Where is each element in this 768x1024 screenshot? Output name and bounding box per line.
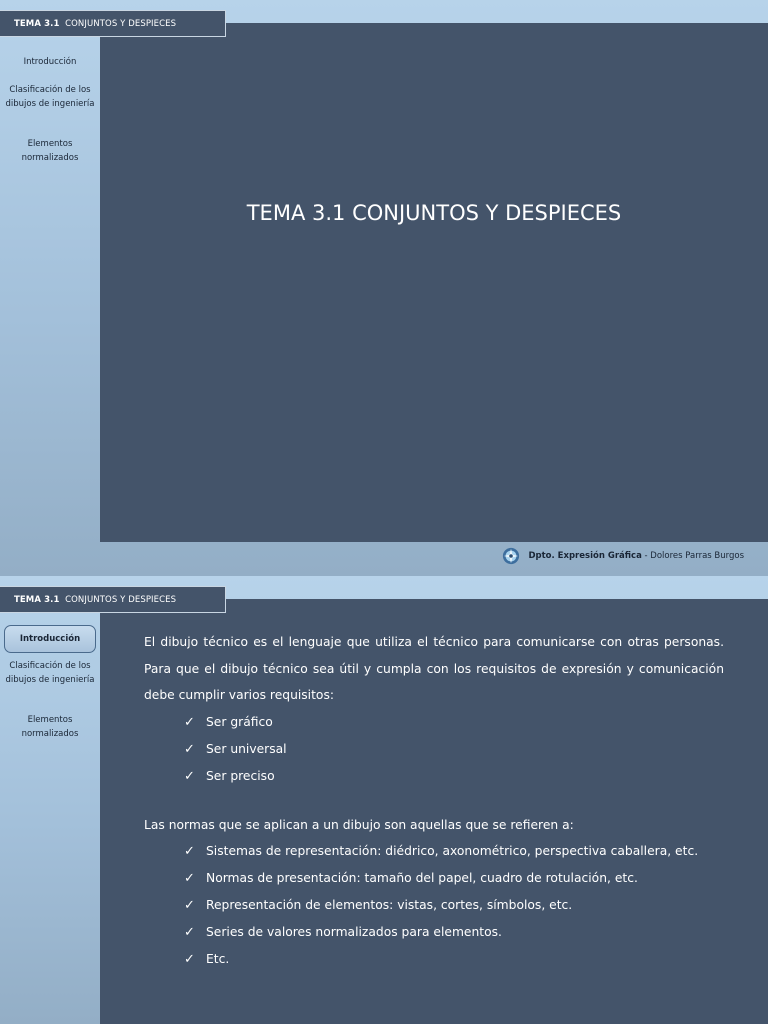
check-icon: ✓ — [184, 742, 195, 758]
header-title-bold: TEMA 3.1 — [14, 595, 60, 605]
list-item — [184, 736, 724, 763]
list-item-text: Ser preciso — [206, 769, 275, 784]
nav-item-introduccion[interactable] — [4, 625, 96, 653]
nav-item-clasificacion[interactable] — [4, 84, 96, 111]
list-item — [184, 838, 724, 865]
nav-item-label: Clasificación de los dibujos de ingeniería — [5, 85, 95, 109]
list-item-text: Representación de elementos: vistas, cortes, símbolos, etc. — [206, 898, 573, 913]
list-item-text: Ser gráfico — [206, 715, 273, 730]
nav-item-label: Introducción — [23, 57, 77, 67]
header-title-tab — [0, 586, 226, 613]
header-title-bold: TEMA 3.1 — [14, 19, 60, 29]
slide-content-panel — [100, 23, 768, 542]
list-item — [184, 892, 724, 919]
slide-title: TEMA 3.1 CONJUNTOS Y DESPIECES — [246, 201, 622, 225]
nav-item-label: Elementos normalizados — [21, 139, 79, 163]
nav-item-label: Elementos normalizados — [21, 715, 79, 739]
norms-intro: Las normas que se aplican a un dibujo son aquellas que se refieren a: — [144, 818, 574, 833]
nav-item-introduccion[interactable] — [4, 56, 96, 70]
norms-list — [144, 838, 724, 973]
list-item-text: Etc. — [206, 952, 230, 967]
check-icon: ✓ — [184, 871, 195, 887]
check-icon: ✓ — [184, 952, 195, 968]
slide-2 — [0, 576, 768, 1024]
check-icon: ✓ — [184, 844, 195, 860]
list-item-text: Normas de presentación: tamaño del papel, cuadro de rotulación, etc. — [206, 871, 638, 886]
list-item-text: Sistemas de representación: diédrico, axonométrico, perspectiva caballera, etc. — [206, 844, 699, 859]
nav-item-elementos[interactable] — [4, 138, 96, 165]
check-icon: ✓ — [184, 715, 195, 731]
department-logo-icon — [502, 547, 520, 565]
list-item — [184, 919, 724, 946]
footer — [502, 546, 744, 566]
header-title-rest: CONJUNTOS Y DESPIECES — [59, 19, 177, 29]
list-item — [184, 763, 724, 790]
check-icon: ✓ — [184, 898, 195, 914]
header-title-tab — [0, 10, 226, 37]
slide-body — [144, 629, 724, 973]
nav-item-clasificacion[interactable] — [4, 660, 96, 687]
check-icon: ✓ — [184, 925, 195, 941]
requirements-list — [144, 709, 724, 790]
check-icon: ✓ — [184, 769, 195, 785]
nav-item-elementos[interactable] — [4, 714, 96, 741]
header-title-rest: CONJUNTOS Y DESPIECES — [59, 595, 177, 605]
nav-item-label: Clasificación de los dibujos de ingeniería — [5, 661, 95, 685]
list-item — [184, 865, 724, 892]
nav-item-label: Introducción — [19, 634, 81, 644]
list-item — [184, 709, 724, 736]
footer-author: - Dolores Parras Burgos — [641, 551, 744, 561]
list-item-text: Ser universal — [206, 742, 287, 757]
list-item-text: Series de valores normalizados para elementos. — [206, 925, 502, 940]
intro-paragraph: El dibujo técnico es el lenguaje que utiliza el técnico para comunicarse con otras personas. Para que el dibujo técnico sea útil y cumpla con los requisitos de expresión y comunicación debe cumplir varios requisitos: — [144, 635, 724, 703]
footer-department: Dpto. Expresión Gráfica — [528, 551, 642, 561]
list-item — [184, 946, 724, 973]
slide-content-panel — [100, 599, 768, 1024]
